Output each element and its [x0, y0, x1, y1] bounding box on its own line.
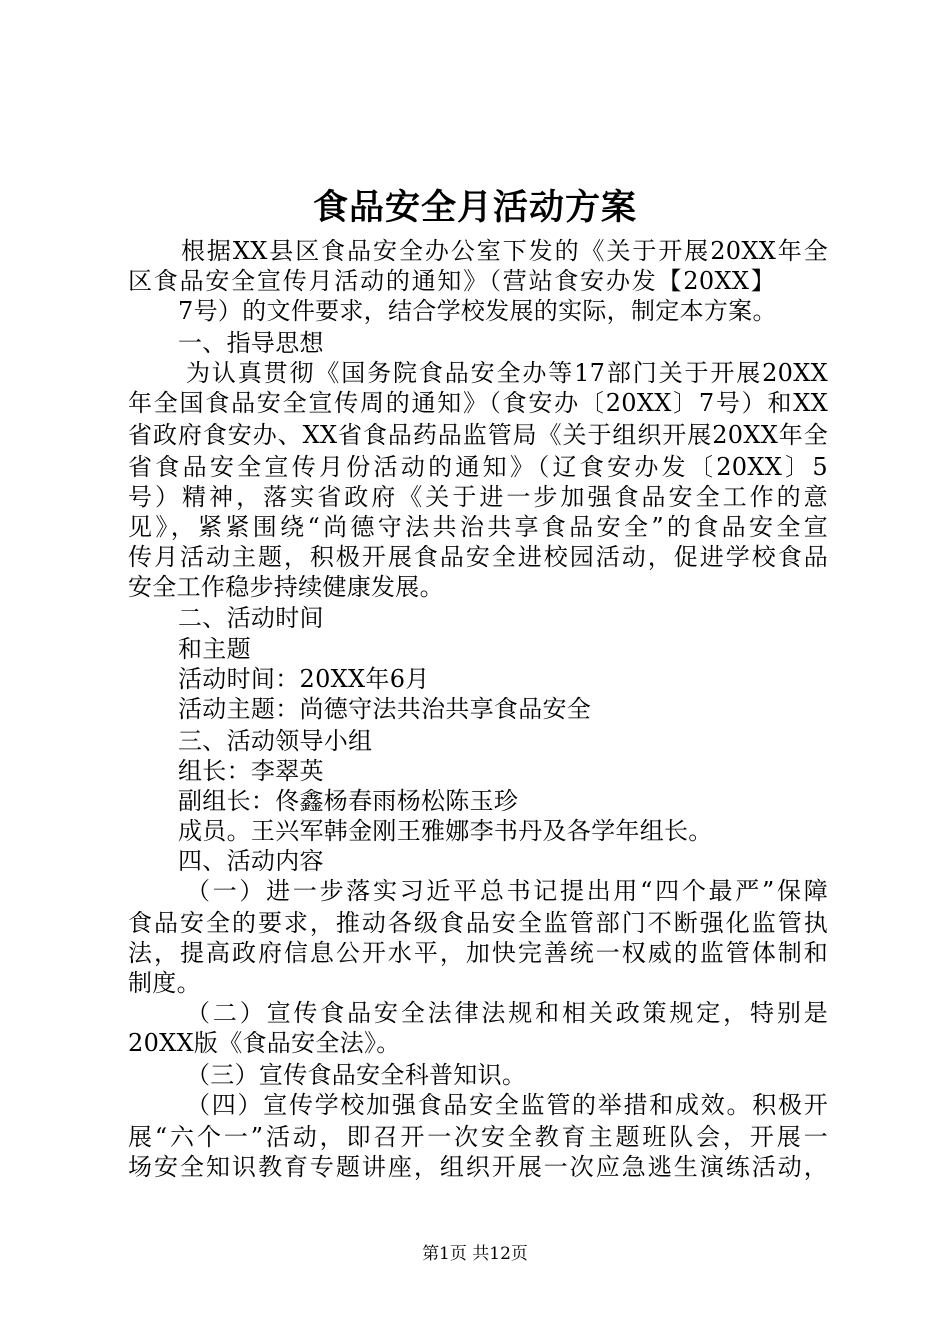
paragraph-line: 活动时间：20XX年6月 [178, 665, 430, 693]
paragraph-line: 年全国食品安全宣传周的通知》（食安办〔20XX〕7号）和XX [128, 389, 828, 417]
paragraph-line: 区食品安全宣传月活动的通知》（营站食安办发【20XX】 [128, 267, 775, 295]
paragraph-line: 为认真贯彻《国务院食品安全办等17部门关于开展20XX [186, 359, 828, 387]
section-heading: 三、活动领导小组 [178, 727, 373, 755]
paragraph-line: 传月活动主题，积极开展食品安全进校园活动，促进学校食品 [128, 543, 828, 571]
paragraph-line: 场安全知识教育专题讲座，组织开展一次应急逃生演练活动， [128, 1153, 828, 1181]
section-heading: 四、活动内容 [178, 847, 324, 875]
paragraph-line: 法，提高政府信息公开水平，加快完善统一权威的监管体制和 [128, 939, 828, 967]
paragraph-line: 食品安全的要求，推动各级食品安全监管部门不断强化监管执 [128, 909, 828, 937]
document-title: 食品安全月活动方案 [312, 187, 637, 228]
paragraph-line: 20XX版《食品安全法》。 [128, 1029, 401, 1057]
paragraph-line: 组长：李翠英 [178, 757, 324, 785]
paragraph-line: 见》，紧紧围绕“尚德守法共治共享食品安全”的食品安全宣 [128, 513, 828, 541]
section-heading: 一、指导思想 [178, 329, 324, 357]
section-heading: 和主题 [178, 635, 251, 663]
paragraph-line: （四）宣传学校加强食品安全监管的举措和成效。积极开 [186, 1091, 828, 1119]
paragraph-line: （三）宣传食品安全科普知识。 [186, 1061, 527, 1089]
section-heading: 二、活动时间 [178, 604, 324, 632]
paragraph-line: 展“六个一”活动，即召开一次安全教育主题班队会，开展一 [128, 1123, 828, 1151]
paragraph-line: 副组长：佟鑫杨春雨杨松陈玉珍 [178, 787, 519, 815]
paragraph-line: 号）精神，落实省政府《关于进一步加强食品安全工作的意 [128, 483, 828, 511]
paragraph-line: 根据XX县区食品安全办公室下发的《关于开展20XX年全 [181, 237, 828, 265]
paragraph-line: 制度。 [128, 969, 201, 997]
paragraph-line: 安全工作稳步持续健康发展。 [128, 573, 444, 601]
paragraph-line: 省政府食安办、XX省食品药品监管局《关于组织开展20XX年全 [128, 421, 828, 449]
paragraph-line: 成员。王兴军韩金刚王雅娜李书丹及各学年组长。 [178, 817, 713, 845]
paragraph-line: 7号）的文件要求，结合学校发展的实际，制定本方案。 [178, 297, 777, 325]
paragraph-line: 活动主题：尚德守法共治共享食品安全 [178, 695, 592, 723]
page-number-footer: 第1页 共12页 [422, 1244, 528, 1264]
paragraph-line: 省食品安全宣传月份活动的通知》（辽食安办发〔20XX〕5 [128, 453, 828, 481]
paragraph-line: （一）进一步落实习近平总书记提出用“四个最严”保障 [186, 877, 828, 905]
paragraph-line: （二）宣传食品安全法律法规和相关政策规定，特别是 [186, 999, 828, 1027]
